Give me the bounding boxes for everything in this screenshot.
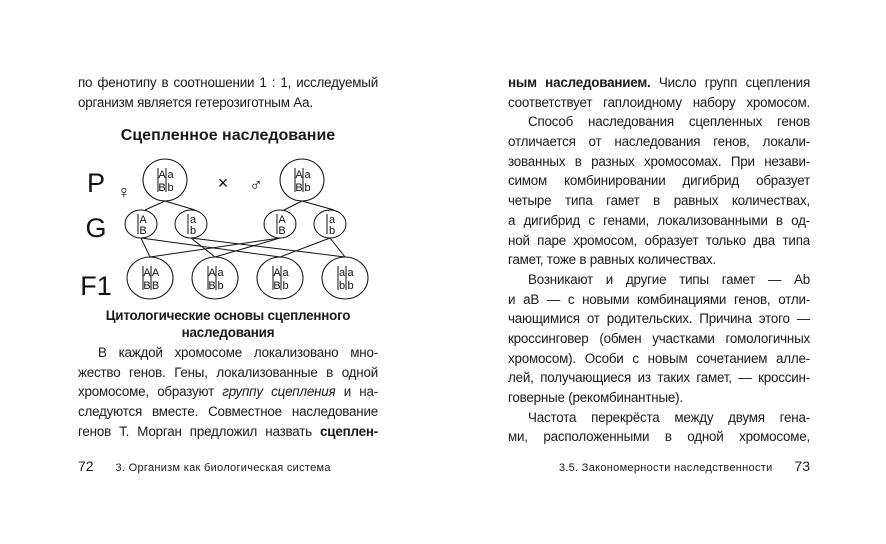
text-line: хромосом). Особи с новым сочетанием алле- <box>508 350 810 366</box>
text-line: зованных в разных хромосомах. При незави- <box>508 153 810 169</box>
allele: a <box>338 267 346 279</box>
text-line: симом комбинировании дигибрид образует <box>508 173 810 189</box>
female-symbol-icon: ♀ <box>117 182 131 202</box>
allele: A <box>273 267 281 279</box>
allele: A <box>295 169 303 181</box>
allele: B <box>278 225 286 237</box>
male-symbol-icon: ♂ <box>249 175 263 195</box>
text-line: чающимися от родительских. Причина этого — <box>508 311 810 327</box>
allele: a <box>167 169 174 181</box>
connector-line <box>302 201 334 210</box>
left-footer <box>78 458 331 474</box>
allele: b <box>347 280 354 292</box>
text-line: хромосоме, образуют группу сцепления и на- <box>78 384 378 400</box>
allele: A <box>151 267 160 279</box>
text-line: соответствует гаплоидному набору хромосом. <box>508 94 810 110</box>
text-line: и aB — с новыми комбинациями генов, отли- <box>508 291 810 307</box>
text-line: следуются вместе. Совместное наследование <box>78 404 378 420</box>
allele: A <box>139 214 147 226</box>
text-line: ным наследованием. Число групп сцепления <box>508 75 810 90</box>
allele: B <box>143 280 151 292</box>
allele: A <box>208 267 216 279</box>
allele: a <box>347 267 354 279</box>
connector-line <box>284 201 302 210</box>
text-line: лей, получающиеся из таких гамет, — кроссин- <box>508 370 810 386</box>
allele: a <box>282 267 289 279</box>
allele: b <box>304 182 311 194</box>
text-line: В каждой хромосоме локализовано мно- <box>98 345 378 360</box>
text-line: организм является гетерозиготным Аа. <box>78 94 313 110</box>
connector-line <box>141 238 150 257</box>
allele: A <box>158 169 166 181</box>
allele: a <box>189 214 197 226</box>
term-bold: сцеплен- <box>320 423 378 439</box>
allele: b <box>338 280 346 292</box>
term-italic: группу сцепления <box>222 384 336 400</box>
text-line: отличается от наследования генов, локали- <box>508 134 810 150</box>
allele: A <box>278 214 286 226</box>
row-label-p: P <box>86 168 106 198</box>
text-line: жество генов. Гены, локализованные в одной <box>78 364 378 380</box>
text-line: Возникают и другие типы гамет — Ab <box>528 271 810 287</box>
text-line: ми, расположенными в одной хромосоме, <box>508 429 810 445</box>
row-label-f1: F1 <box>80 271 112 300</box>
allele: A <box>143 267 151 279</box>
text-line: четыре типа гамет в равных количествах, <box>508 193 810 209</box>
section-heading: Сцепленное наследование <box>120 127 336 144</box>
connector-line <box>165 201 195 210</box>
text-line: а дигибрид с генами, локализованными в од- <box>508 212 810 228</box>
page-number: 73 <box>794 458 810 474</box>
allele: B <box>151 280 160 292</box>
text-line: кроссинговер (обмен участками гомологичных <box>508 330 810 346</box>
cross-symbol: × <box>217 173 229 193</box>
allele: B <box>295 182 303 194</box>
allele: a <box>328 214 336 226</box>
allele: B <box>208 280 216 292</box>
right-footer <box>559 458 810 474</box>
subheading: наследования <box>181 325 275 340</box>
text-line: гамет, тоже в равных количествах. <box>508 252 716 268</box>
allele: b <box>189 225 197 237</box>
running-title: 3.5. Закономерности наследственности <box>558 462 773 474</box>
text-line: по фенотипу в соотношении 1 : 1, исследуемый <box>78 75 378 90</box>
allele: a <box>304 169 311 181</box>
allele: b <box>282 280 289 292</box>
left-body <box>78 307 378 441</box>
allele: b <box>217 280 224 292</box>
running-title: 3. Организм как биологическая система <box>115 462 331 474</box>
allele: B <box>273 280 281 292</box>
right-body <box>508 73 810 447</box>
allele: B <box>158 182 166 194</box>
subheading: Цитологические основы сцепленного <box>105 308 351 323</box>
connector-line <box>145 201 165 210</box>
allele: b <box>167 182 174 194</box>
page-number: 72 <box>78 458 94 474</box>
text-line: генов Т. Морган предложил назвать сцеплен- <box>78 423 378 439</box>
connector-line <box>330 238 345 257</box>
allele: B <box>139 225 147 237</box>
term-bold: ным наследованием. <box>508 75 651 90</box>
text-line: говерные (рекомбинантные). <box>508 390 683 405</box>
allele: a <box>217 267 224 279</box>
allele: b <box>328 225 336 237</box>
row-label-g: G <box>85 213 107 243</box>
text-line: ной паре хромосом, образует только два типа <box>508 232 810 248</box>
text-line: Частота перекрёста между двумя гена- <box>528 409 810 425</box>
text-line: Способ наследования сцепленных генов <box>528 114 810 130</box>
